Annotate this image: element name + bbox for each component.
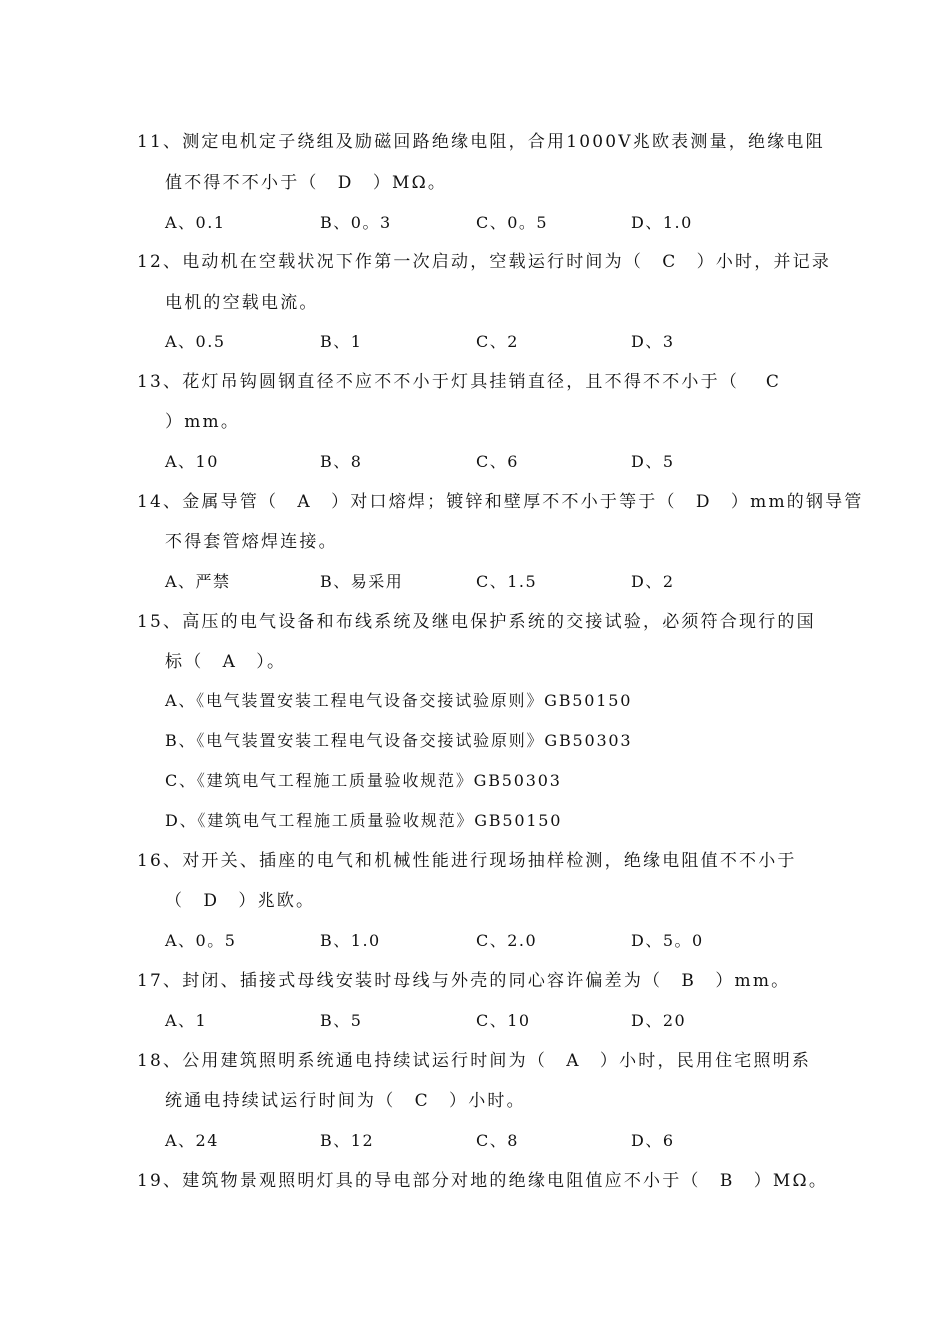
question-16-options bbox=[165, 930, 825, 952]
question-15-line-1: 15、高压的电气设备和布线系统及继电保护系统的交接试验，必须符合现行的国 bbox=[137, 612, 816, 632]
option-d: D、20 bbox=[631, 1011, 687, 1030]
option-c: C、0。5 bbox=[476, 213, 549, 232]
option-a: A、0.5 bbox=[165, 332, 226, 351]
option-c: C、1.5 bbox=[476, 572, 538, 591]
question-15-option-c: C、《建筑电气工程施工质量验收规范》GB50303 bbox=[165, 771, 562, 790]
option-b: B、易采用 bbox=[320, 572, 404, 591]
option-d: D、3 bbox=[631, 332, 675, 351]
option-c: C、6 bbox=[476, 452, 519, 471]
question-12-line-2: 电机的空载电流。 bbox=[165, 293, 319, 313]
question-19-line-1: 19、建筑物景观照明灯具的导电部分对地的绝缘电阻值应不小于（ B ）MΩ。 bbox=[137, 1171, 829, 1191]
question-17-options bbox=[165, 1010, 825, 1032]
question-18-options bbox=[165, 1130, 825, 1152]
option-c: C、2.0 bbox=[476, 931, 538, 950]
option-d: D、5 bbox=[631, 452, 675, 471]
question-17-line-1: 17、封闭、插接式母线安装时母线与外壳的同心容许偏差为（ B ）mm。 bbox=[137, 971, 791, 991]
option-b: B、0。3 bbox=[320, 213, 392, 232]
question-12-options bbox=[165, 331, 825, 353]
question-11-line-1: 11、测定电机定子绕组及励磁回路绝缘电阻，合用1000V兆欧表测量，绝缘电阻 bbox=[137, 132, 825, 152]
option-a: A、10 bbox=[165, 452, 219, 471]
option-a: A、0.1 bbox=[165, 213, 226, 232]
question-15-option-b: B、《电气装置安装工程电气设备交接试验原则》GB50303 bbox=[165, 731, 633, 750]
question-12-line-1: 12、电动机在空载状况下作第一次启动，空载运行时间为（ C ）小时，并记录 bbox=[137, 252, 832, 272]
option-b: B、1.0 bbox=[320, 931, 381, 950]
option-b: B、12 bbox=[320, 1131, 375, 1150]
question-14-options bbox=[165, 571, 825, 593]
option-b: B、1 bbox=[320, 332, 363, 351]
question-13-options bbox=[165, 451, 825, 473]
question-11-options bbox=[165, 212, 825, 234]
question-13-line-2: ）mm。 bbox=[165, 412, 241, 432]
question-13-line-1: 13、花灯吊钩圆钢直径不应不不小于灯具挂销直径，且不得不不小于（ C bbox=[137, 372, 782, 392]
question-14-line-2: 不得套管熔焊连接。 bbox=[165, 532, 338, 552]
question-16-line-2: （ D ）兆欧。 bbox=[165, 891, 316, 911]
option-b: B、8 bbox=[320, 452, 363, 471]
question-18-line-2: 统通电持续试运行时间为（ C ）小时。 bbox=[165, 1091, 526, 1111]
option-c: C、2 bbox=[476, 332, 519, 351]
option-c: C、8 bbox=[476, 1131, 519, 1150]
option-c: C、10 bbox=[476, 1011, 531, 1030]
question-14-line-1: 14、金属导管（ A ）对口熔焊；镀锌和壁厚不不小于等于（ D ）mm的钢导管 bbox=[137, 492, 864, 512]
option-d: D、1.0 bbox=[631, 213, 693, 232]
question-18-line-1: 18、公用建筑照明系统通电持续试运行时间为（ A ）小时，民用住宅照明系 bbox=[137, 1051, 812, 1071]
question-16-line-1: 16、对开关、插座的电气和机械性能进行现场抽样检测，绝缘电阻值不不小于 bbox=[137, 851, 797, 871]
question-15-option-a: A、《电气装置安装工程电气设备交接试验原则》GB50150 bbox=[165, 691, 633, 710]
question-15-line-2: 标（ A ）。 bbox=[165, 652, 287, 672]
option-a: A、24 bbox=[165, 1131, 219, 1150]
question-15-option-d: D、《建筑电气工程施工质量验收规范》GB50150 bbox=[165, 811, 563, 830]
question-11-line-2: 值不得不不小于（ D ）MΩ。 bbox=[165, 173, 448, 193]
option-d: D、2 bbox=[631, 572, 675, 591]
option-a: A、严禁 bbox=[165, 572, 231, 591]
option-d: D、6 bbox=[631, 1131, 675, 1150]
option-b: B、5 bbox=[320, 1011, 363, 1030]
option-d: D、5。0 bbox=[631, 931, 704, 950]
option-a: A、1 bbox=[165, 1011, 208, 1030]
option-a: A、0。5 bbox=[165, 931, 237, 950]
